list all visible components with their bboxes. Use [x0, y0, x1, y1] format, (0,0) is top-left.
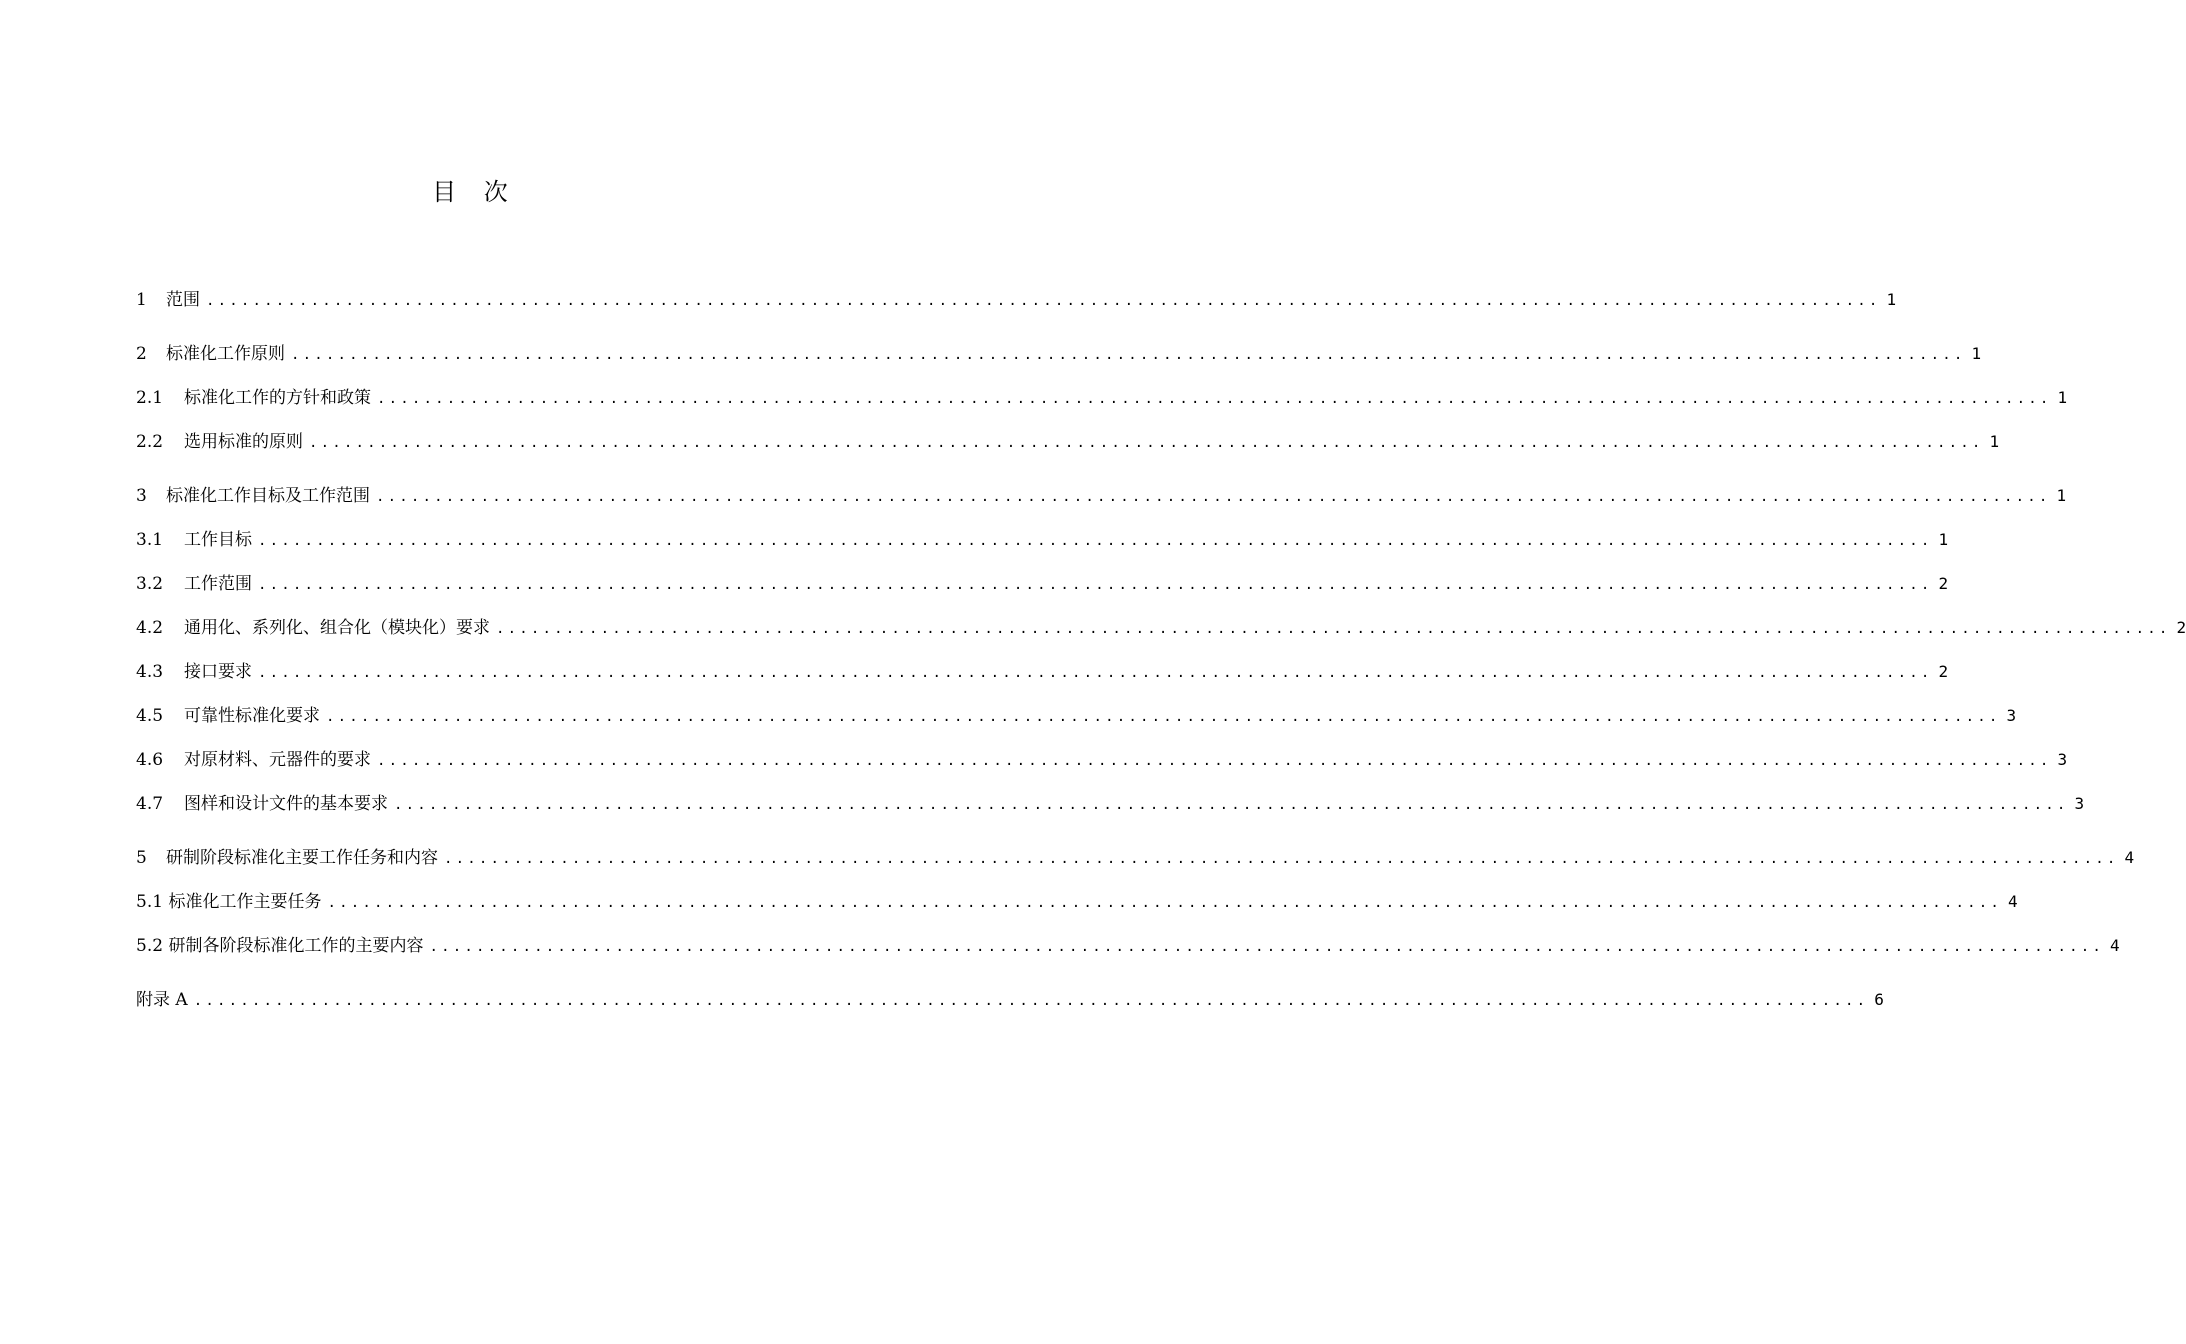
toc-entry-page: 4 [2124, 848, 2135, 867]
dot-leader: ................................................................................................................................................ [429, 939, 2104, 955]
toc-entry[interactable] [136, 748, 2068, 772]
toc-entry-number: 2 [136, 344, 147, 364]
page-title: 目 次 [432, 178, 518, 206]
toc-entry-page: 1 [1938, 530, 1949, 549]
dot-leader: ................................................................................................................................................ [376, 489, 2051, 505]
toc-entry-page: 1 [2057, 388, 2068, 407]
toc-entry[interactable] [136, 386, 2068, 410]
toc-entry-page: 2 [1938, 662, 1949, 681]
toc-entry-label: 工作范围 [184, 574, 252, 594]
toc-entry-number: 4.3 [136, 662, 164, 682]
toc-entry-page: 3 [2006, 706, 2017, 725]
dot-leader: ................................................................................................................................................ [444, 851, 2119, 867]
toc-entry[interactable] [136, 616, 2186, 640]
toc-entry[interactable] [136, 342, 1982, 366]
toc-entry-label: 5.1 标准化工作主要任务 [136, 892, 322, 912]
toc-entry-number: 5 [136, 848, 147, 868]
toc-entry-label: 范围 [166, 290, 200, 310]
dot-leader: ................................................................................................................................................ [291, 347, 1966, 363]
toc-entry-number: 2.2 [136, 432, 164, 452]
toc-entry-page: 1 [1971, 344, 1982, 363]
dot-leader: ................................................................................................................................................ [258, 533, 1933, 549]
dot-leader: ................................................................................................................................................ [496, 621, 2171, 637]
dot-leader: ................................................................................................................................................ [377, 753, 2052, 769]
toc-entry[interactable] [136, 792, 2085, 816]
toc-entry-page: 2 [2176, 618, 2186, 637]
dot-leader: ................................................................................................................................................ [326, 709, 2001, 725]
toc-entry-label: 工作目标 [184, 530, 252, 550]
toc-entry-page: 3 [2074, 794, 2085, 813]
toc-entry-page: 4 [2008, 892, 2018, 911]
toc-entry-page: 1 [1886, 290, 1897, 309]
toc-entry-number: 4.2 [136, 618, 164, 638]
toc-entry-label: 可靠性标准化要求 [184, 706, 320, 726]
toc-entry-number: 3.1 [136, 530, 164, 550]
toc-entry-page: 6 [1874, 990, 1884, 1009]
toc-entry[interactable] [136, 528, 1949, 552]
toc-entry-number: 2.1 [136, 388, 164, 408]
toc-entry-label: 选用标准的原则 [184, 432, 303, 452]
toc-entry[interactable] [136, 430, 2000, 454]
toc-entry-label: 5.2 研制各阶段标准化工作的主要内容 [136, 936, 424, 956]
toc-entry-label: 图样和设计文件的基本要求 [184, 794, 388, 814]
toc-entry-label: 研制阶段标准化主要工作任务和内容 [166, 848, 438, 868]
toc-entry-number: 3 [136, 486, 147, 506]
toc-entry-number: 4.6 [136, 750, 164, 770]
toc-entry-label: 附录 A [136, 990, 188, 1010]
toc-entry-label: 通用化、系列化、组合化（模块化）要求 [184, 618, 490, 638]
toc-entry[interactable] [136, 988, 1884, 1012]
toc-entry-label: 接口要求 [184, 662, 252, 682]
toc-entry-page: 1 [1989, 432, 2000, 451]
toc-entry-number: 4.5 [136, 706, 164, 726]
toc-entry[interactable] [136, 572, 1949, 596]
dot-leader: ................................................................................................................................................ [309, 435, 1984, 451]
toc-entry[interactable] [136, 288, 1897, 312]
toc-entry[interactable] [136, 846, 2135, 870]
dot-leader: ................................................................................................................................................ [193, 993, 1869, 1009]
dot-leader: ................................................................................................................................................ [258, 665, 1933, 681]
toc-entry-number: 3.2 [136, 574, 164, 594]
toc-entry-label: 对原材料、元器件的要求 [184, 750, 371, 770]
dot-leader: ................................................................................................................................................ [377, 391, 2052, 407]
toc-entry[interactable] [136, 484, 2067, 508]
toc-entry-number: 4.7 [136, 794, 164, 814]
toc-entry[interactable] [136, 934, 2120, 958]
toc-entry-number: 1 [136, 290, 147, 310]
toc-entry-label: 标准化工作的方针和政策 [184, 388, 371, 408]
toc-entry-label: 标准化工作目标及工作范围 [166, 486, 370, 506]
toc-entry[interactable] [136, 890, 2018, 914]
toc-entry-label: 标准化工作原则 [166, 344, 285, 364]
dot-leader: ................................................................................................................................................ [206, 293, 1881, 309]
toc-entry-page: 4 [2110, 936, 2120, 955]
toc-entry[interactable] [136, 660, 1949, 684]
toc-entry-page: 3 [2057, 750, 2068, 769]
dot-leader: ................................................................................................................................................ [258, 577, 1933, 593]
toc-entry-page: 2 [1938, 574, 1949, 593]
dot-leader: ................................................................................................................................................ [327, 895, 2002, 911]
dot-leader: ................................................................................................................................................ [394, 797, 2069, 813]
toc-entry-page: 1 [2056, 486, 2067, 505]
toc-entry[interactable] [136, 704, 2017, 728]
